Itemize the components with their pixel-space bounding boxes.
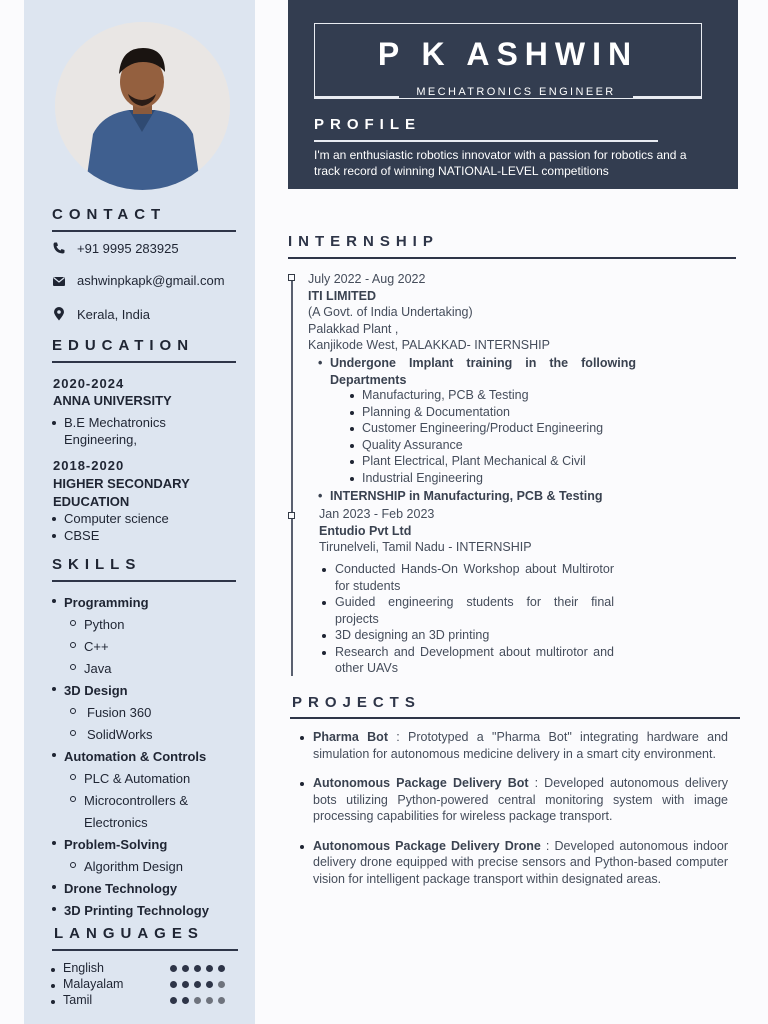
projects-divider: [290, 717, 740, 719]
languages-title: LANGUAGES: [54, 925, 204, 942]
rating-dot: [182, 997, 189, 1004]
skill-subitem: Java: [70, 658, 242, 680]
rating-dot: [170, 997, 177, 1004]
skill-item: Drone Technology: [52, 878, 242, 900]
skill-item: 3D Printing Technology: [52, 900, 242, 922]
internship-detail: (A Govt. of India Undertaking): [308, 305, 473, 319]
internship-entry: [308, 271, 638, 354]
internship-detail: Kanjikode West, PALAKKAD- INTERNSHIP: [308, 338, 550, 352]
list-item: Planning & Documentation: [350, 404, 640, 421]
location-pin-icon: [52, 307, 66, 321]
skill-subitem: C++: [70, 636, 242, 658]
profile-divider: [314, 140, 658, 142]
language-level-rating: [170, 997, 225, 1004]
job-title: MECHATRONICS ENGINEER: [399, 86, 633, 98]
internship-dates: Jan 2023 - Feb 2023: [319, 507, 435, 521]
rating-dot: [206, 981, 213, 988]
skill-subitem: SolidWorks: [70, 724, 242, 746]
internship-heading-text: Undergone Implant training in the following Departments: [330, 356, 636, 387]
project-name: Pharma Bot: [313, 730, 388, 744]
project-name: Autonomous Package Delivery Drone: [313, 838, 541, 853]
timeline-line: [291, 278, 293, 676]
phone-icon: [52, 241, 66, 255]
list-item: Industrial Engineering: [350, 470, 640, 487]
education-school: ANNA UNIVERSITY: [53, 393, 172, 408]
skill-subitem: PLC & Automation: [70, 768, 242, 790]
rating-dot: [218, 981, 225, 988]
skills-list: [52, 592, 242, 922]
full-name: P K ASHWIN: [377, 36, 639, 72]
list-item: Guided engineering students for their final projects: [322, 594, 614, 627]
education-years: 2018-2020: [53, 458, 125, 473]
contact-title: CONTACT: [52, 206, 167, 223]
rating-dot: [194, 981, 201, 988]
list-item: Manufacturing, PCB & Testing: [350, 387, 640, 404]
internship-heading: • INTERNSHIP in Manufacturing, PCB & Testing: [318, 489, 603, 503]
education-title: EDUCATION: [52, 337, 195, 354]
project-name: Autonomous Package Delivery Bot: [313, 776, 529, 790]
list-item: Customer Engineering/Product Engineering: [350, 420, 640, 437]
list-item: 3D designing an 3D printing: [322, 627, 614, 644]
list-item: B.E Mechatronics Engineering,: [52, 414, 192, 448]
project-description: : Developed autonomous indoor delivery drone equipped with precise sensors and Python-based computer vision for intelligent package transport within designated areas.: [313, 838, 728, 886]
list-item: Research and Development about multirotor and other UAVs: [322, 644, 614, 677]
rating-dot: [218, 965, 225, 972]
skill-item: Automation & Controls: [52, 746, 242, 768]
list-item: CBSE: [52, 527, 212, 544]
internship-heading-text: INTERNSHIP in Manufacturing, PCB & Testing: [330, 489, 603, 503]
internship-detail: Palakkad Plant ,: [308, 321, 399, 336]
role-line-right: [625, 96, 702, 98]
list-item: Conducted Hands-On Workshop about Multirotor for students: [322, 561, 614, 594]
language-name: Tamil: [51, 993, 92, 1007]
rating-dot: [194, 997, 201, 1004]
profile-summary: I'm an enthusiastic robotics innovator with a passion for robotics and a track record of winning NATIONAL-LEVEL competitions: [314, 148, 687, 178]
internship-company: Entudio Pvt Ltd: [319, 523, 412, 538]
rating-dot: [194, 965, 201, 972]
education-details: [52, 414, 192, 448]
skill-subitem: Python: [70, 614, 242, 636]
language-level-rating: [170, 965, 225, 972]
education-school: HIGHER SECONDARY EDUCATION: [53, 476, 190, 509]
skill-subitem: Microcontrollers & Electronics: [70, 790, 200, 834]
location: Kerala, India: [77, 307, 150, 322]
project-description: : Prototyped a "Pharma Bot" integrating hardware and simulation for autonomous medicine delivery in a smart city environment.: [313, 730, 728, 761]
projects-title: PROJECTS: [292, 694, 421, 711]
internship-company: ITI LIMITED: [308, 288, 377, 303]
internship-heading: • Undergone Implant training in the following Departments: [318, 356, 636, 387]
language-level-rating: [170, 981, 225, 988]
profile-title: PROFILE: [314, 116, 422, 133]
internship-entry: [319, 506, 639, 556]
skills-title: SKILLS: [52, 556, 142, 573]
rating-dot: [170, 981, 177, 988]
projects-list: [300, 729, 728, 887]
rating-dot: [206, 965, 213, 972]
list-item: Plant Electrical, Plant Mechanical & Civil: [350, 453, 640, 470]
skills-divider: [52, 580, 236, 582]
list-item: Quality Assurance: [350, 437, 640, 454]
education-divider: [52, 361, 236, 363]
rating-dot: [182, 965, 189, 972]
project-item: [300, 838, 728, 888]
rating-dot: [206, 997, 213, 1004]
education-years: 2020-2024: [53, 376, 125, 391]
email-address[interactable]: ashwinpkapk@gmail.com: [77, 273, 225, 288]
rating-dot: [218, 997, 225, 1004]
rating-dot: [170, 965, 177, 972]
internship-title: INTERNSHIP: [288, 233, 439, 250]
departments-list: [350, 387, 640, 486]
language-name: English: [51, 961, 104, 975]
timeline-marker: [288, 512, 295, 519]
rating-dot: [182, 981, 189, 988]
email-icon: [52, 274, 66, 288]
project-item: [300, 729, 728, 762]
education-details: [52, 510, 212, 544]
project-description: : Developed autonomous delivery bots utilizing Python-powered central monitoring system with image processing capabilities for wireless package transport.: [313, 776, 728, 823]
phone-number[interactable]: +91 9995 283925: [77, 241, 179, 256]
list-item: Computer science: [52, 510, 212, 527]
internship-dates: July 2022 - Aug 2022: [308, 272, 426, 286]
role-line-left: [314, 96, 407, 98]
skill-subitem: Algorithm Design: [70, 856, 242, 878]
skill-item: 3D Design: [52, 680, 242, 702]
profile-photo: [55, 22, 230, 190]
contact-divider: [52, 230, 236, 232]
timeline-marker: [288, 274, 295, 281]
internship-divider: [288, 257, 736, 259]
skill-item: Programming: [52, 592, 242, 614]
header-banner: [288, 0, 738, 189]
internship-tasks: [322, 561, 614, 677]
project-item: [300, 775, 728, 825]
skill-subitem: Fusion 360: [70, 702, 242, 724]
languages-divider: [52, 949, 238, 951]
internship-detail: Tirunelveli, Tamil Nadu - INTERNSHIP: [319, 540, 532, 554]
language-name: Malayalam: [51, 977, 123, 991]
skill-item: Problem-Solving: [52, 834, 242, 856]
